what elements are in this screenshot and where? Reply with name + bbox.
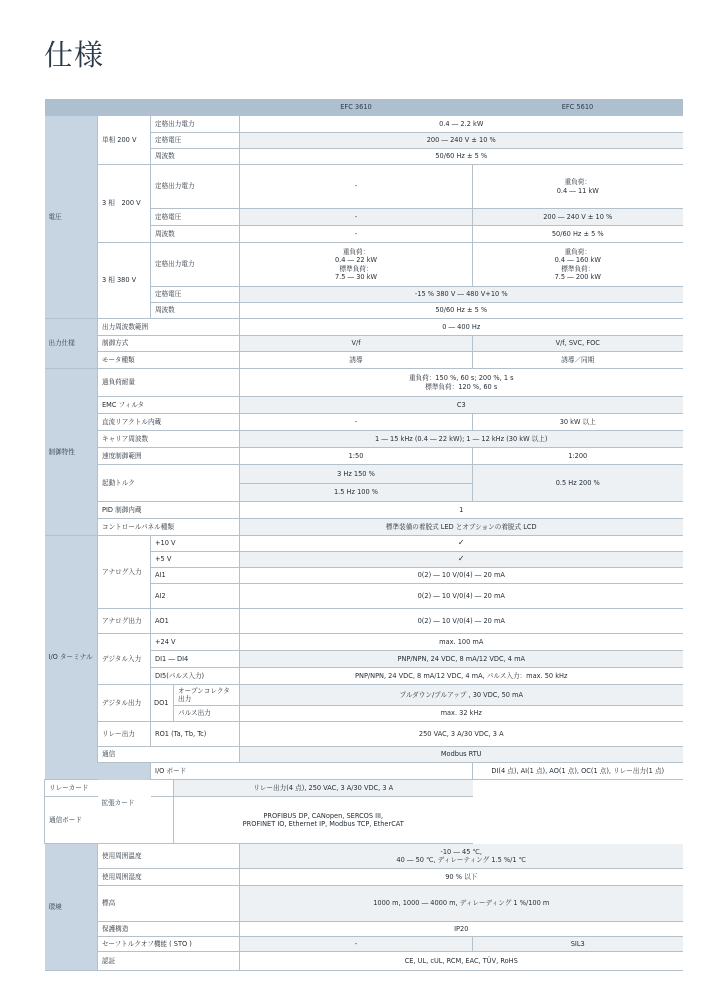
cell-value [240, 552, 683, 568]
cell-value: 1 ― 15 kHz (0.4 ― 22 kW); 1 ― 12 kHz (30 kW 以上) [240, 431, 683, 448]
row-label: 通信 [98, 747, 240, 763]
cell-value: 0(2) ― 10 V/0(4) ― 20 mA [240, 584, 683, 609]
category-expansion: 拡張カード [98, 763, 151, 844]
cell-value: 50/60 Hz ± 5 % [240, 149, 683, 165]
cell-line: 標準負荷： [339, 264, 373, 273]
sub-analog-in: アナログ入力 [98, 536, 151, 609]
cell-line: 0.4 ― 160 kW [554, 256, 601, 265]
cell-value-b [473, 243, 683, 287]
check-icon: ✓ [457, 538, 465, 548]
cell-line: 重負荷： [564, 178, 591, 187]
table-row [45, 465, 683, 484]
cell-line: 40 ― 50 ℃, ディレーティング 1.5 %/1 ℃ [396, 856, 527, 864]
cell-value-a: - [240, 209, 473, 226]
cell-value-a: - [240, 165, 473, 209]
table-row [45, 634, 683, 651]
cell-value: -15 % 380 V ― 480 V+10 % [240, 287, 683, 303]
row-label: 定格出力電力 [151, 165, 240, 209]
header-efc3610: EFC 3610 [240, 99, 473, 116]
cell-value-b: 1:200 [473, 448, 683, 465]
row-label: RO1 (Ta, Tb, Tc) [151, 722, 240, 747]
row-label: AI1 [151, 568, 240, 584]
spec-table [44, 99, 683, 971]
cell-value: IP20 [240, 922, 683, 937]
table-row [45, 922, 683, 937]
cell-value: 0(2) ― 10 V/0(4) ― 20 mA [240, 609, 683, 634]
row-label: 保護構造 [98, 922, 240, 937]
sub-single-200v: 単相 200 V [98, 116, 151, 165]
cell-line: 0.4 ― 22 kW [334, 256, 378, 265]
sub-three-200v: 3 相 200 V [98, 165, 151, 243]
cell-line: 標準負荷：120 %, 60 s [425, 382, 498, 391]
row-label: 定格出力電力 [151, 116, 240, 133]
cell-value-a: - [240, 226, 473, 243]
sub-do1: DO1 [151, 685, 174, 722]
cell-value-b: V/f, SVC, FOC [473, 336, 683, 352]
cell-value-b: 誘導／同期 [473, 352, 683, 369]
table-row [45, 369, 683, 397]
table-row [45, 937, 683, 952]
row-label: 定格電圧 [151, 133, 240, 149]
row-label: 直流リアクトル内蔵 [98, 414, 240, 431]
row-label: セーフトルクオフ機能 ( STO ) [98, 937, 240, 952]
row-label: 定格電圧 [151, 209, 240, 226]
cell-value: 0(2) ― 10 V/0(4) ― 20 mA [240, 568, 683, 584]
row-label: 出力周波数範囲 [98, 319, 240, 336]
table-row [45, 165, 683, 209]
row-label: コントロールパネル種類 [98, 519, 240, 536]
cell-value: 200 ― 240 V ± 10 % [240, 133, 683, 149]
cell-line: 重負荷： [342, 247, 370, 256]
cell-value-a: 1:50 [240, 448, 473, 465]
cell-value [240, 536, 683, 552]
category-environment: 環境 [45, 844, 98, 971]
row-label: AO1 [151, 609, 240, 634]
category-voltage: 電圧 [45, 116, 98, 319]
cell-value: PNP/NPN, 24 VDC, 8 mA/12 VDC, 4 mA [240, 651, 683, 668]
table-row [45, 319, 683, 336]
table-row [45, 763, 683, 780]
cell-value-a: - [240, 414, 473, 431]
cell-value: CE, UL, cUL, RCM, EAC, TÜV, RoHS [240, 952, 683, 971]
row-label: 標高 [98, 886, 240, 922]
row-label: EMC フィルタ [98, 397, 240, 414]
cell-line: -10 ― 45 ℃, [440, 847, 483, 856]
page-title: 仕様 [44, 38, 105, 72]
table-row [45, 397, 683, 414]
cell-value: max. 32 kHz [240, 706, 683, 722]
cell-line: 0.4 ― 11 kW [556, 186, 599, 195]
sub-digital-out: デジタル出力 [98, 685, 151, 722]
row-label: 使用周囲湿度 [98, 869, 240, 886]
row-label: モータ種類 [98, 352, 240, 369]
row-label: +24 V [151, 634, 240, 651]
cell-line: 重負荷： [564, 247, 591, 256]
row-label: AI2 [151, 584, 240, 609]
row-label: +10 V [151, 536, 240, 552]
cell-line: 標準負荷： [561, 264, 595, 273]
header-efc5610: EFC 5610 [473, 99, 683, 116]
cell-value-b: SIL3 [473, 937, 683, 952]
cell-value-a [240, 243, 473, 287]
cell-value-b: 200 ― 240 V ± 10 % [473, 209, 683, 226]
table-row [45, 502, 683, 519]
table-row [45, 685, 683, 706]
cell-value [174, 797, 473, 844]
header-blank [45, 99, 240, 116]
row-label: リレーカード [45, 780, 174, 797]
row-label: 周波数 [151, 303, 240, 319]
row-label: オープンコレクタ出力 [174, 685, 240, 706]
row-label: 過負荷耐量 [98, 369, 240, 397]
cell-value: 0.4 ― 2.2 kW [240, 116, 683, 133]
table-row [45, 844, 683, 869]
table-row [45, 336, 683, 352]
cell-value: 90 % 以下 [240, 869, 683, 886]
category-io: I/O ターミナル [45, 536, 98, 780]
table-row [45, 519, 683, 536]
table-row [45, 414, 683, 431]
table-row [45, 722, 683, 747]
row-label: I/O ボード [151, 763, 473, 780]
header-row [45, 99, 683, 116]
cell-value-a: 1.5 Hz 100 % [240, 484, 473, 502]
row-label: 周波数 [151, 226, 240, 243]
cell-value-b: 0.5 Hz 200 % [473, 465, 683, 502]
cell-value: DI(4 点), AI(1 点), AO(1 点), OC(1 点), リレー出力(1 点) [473, 763, 683, 780]
table-row [45, 352, 683, 369]
check-icon: ✓ [457, 554, 465, 564]
sub-three-380v: 3 相 380 V [98, 243, 151, 319]
table-row [45, 243, 683, 287]
row-label: 使用周囲温度 [98, 844, 240, 869]
row-label: パルス出力 [174, 706, 240, 722]
row-label: DI1 ― DI4 [151, 651, 240, 668]
cell-value-b [473, 165, 683, 209]
row-label: +5 V [151, 552, 240, 568]
cell-value: 250 VAC, 3 A/30 VDC, 3 A [240, 722, 683, 747]
cell-value: PNP/NPN, 24 VDC, 8 mA/12 VDC, 4 mA, パルス入力：max. 50 kHz [240, 668, 683, 685]
cell-value-a: - [240, 937, 473, 952]
cell-value: 0 ― 400 Hz [240, 319, 683, 336]
table-row [45, 797, 683, 844]
cell-value [240, 844, 683, 869]
row-label: 速度制御範囲 [98, 448, 240, 465]
category-control: 制御特性 [45, 369, 98, 536]
cell-value: C3 [240, 397, 683, 414]
row-label: PID 制御内蔵 [98, 502, 240, 519]
cell-line: 7.5 ― 30 kW [334, 272, 378, 281]
table-row [45, 448, 683, 465]
cell-value [240, 369, 683, 397]
row-label: キャリア周波数 [98, 431, 240, 448]
row-label: DI5(パルス入力) [151, 668, 240, 685]
cell-line: PROFIBUS DP, CANopen, SERCOS III, [263, 811, 384, 820]
table-row [45, 869, 683, 886]
cell-value-a: 3 Hz 150 % [240, 465, 473, 484]
cell-value: 50/60 Hz ± 5 % [240, 303, 683, 319]
cell-value: max. 100 mA [240, 634, 683, 651]
cell-line: 重負荷：150 %, 60 s; 200 %, 1 s [408, 374, 514, 383]
cell-line: 7.5 ― 200 kW [554, 272, 601, 281]
sub-analog-out: アナログ出力 [98, 609, 151, 634]
table-row [45, 780, 683, 797]
cell-value-b: 50/60 Hz ± 5 % [473, 226, 683, 243]
cell-value: リレー出力(4 点), 250 VAC, 3 A/30 VDC, 3 A [174, 780, 473, 797]
row-label: 起動トルク [98, 465, 240, 502]
table-row [45, 116, 683, 133]
table-row [45, 609, 683, 634]
row-label: 定格電圧 [151, 287, 240, 303]
table-row [45, 431, 683, 448]
cell-value: プルダウン/プルアップ , 30 VDC, 50 mA [240, 685, 683, 706]
category-output: 出力仕様 [45, 319, 98, 369]
row-label: 通信ボード [45, 797, 174, 844]
table-row [45, 952, 683, 971]
sub-relay-out: リレー出力 [98, 722, 151, 747]
sub-digital-in: デジタル入力 [98, 634, 151, 685]
cell-value-a: 誘導 [240, 352, 473, 369]
row-label: 定格出力電力 [151, 243, 240, 287]
cell-value-a: V/f [240, 336, 473, 352]
cell-value: 標準装備の着脱式 LED とオプションの着脱式 LCD [240, 519, 683, 536]
cell-value-b: 30 kW 以上 [473, 414, 683, 431]
table-row [45, 747, 683, 763]
cell-line: PROFINET IO, Ethernet IP, Modbus TCP, EtherCAT [242, 820, 404, 828]
cell-value: Modbus RTU [240, 747, 683, 763]
cell-value: 1000 m, 1000 ― 4000 m, ディレーディング 1 %/100 m [240, 886, 683, 922]
row-label: 制御方式 [98, 336, 240, 352]
table-row [45, 536, 683, 552]
table-row [45, 886, 683, 922]
row-label: 認証 [98, 952, 240, 971]
cell-value: 1 [240, 502, 683, 519]
row-label: 周波数 [151, 149, 240, 165]
